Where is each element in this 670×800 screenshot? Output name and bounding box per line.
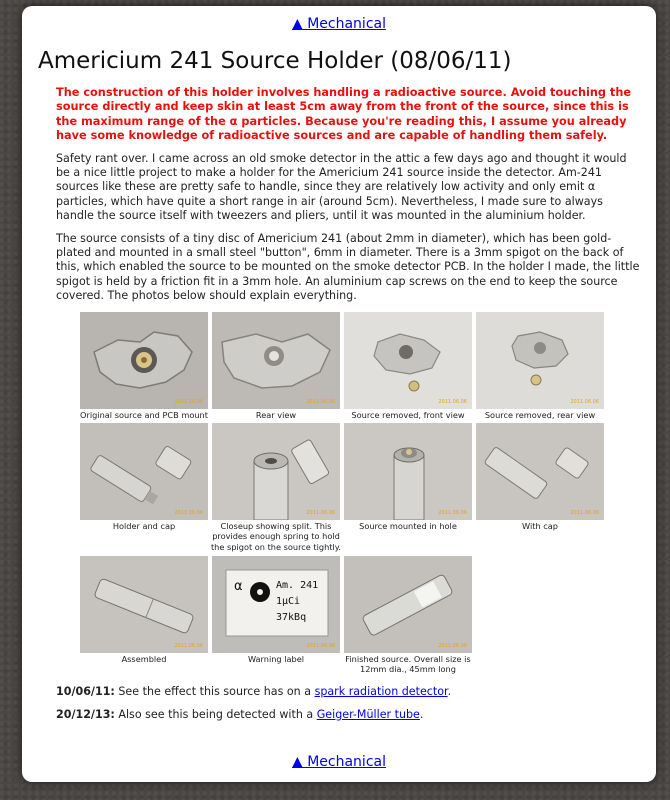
- photo-caption: Source mounted in hole: [359, 520, 457, 531]
- pcb-rear-image: [212, 312, 340, 409]
- mechanical-up-link-bottom[interactable]: ▲ Mechanical: [292, 754, 386, 770]
- photo-date: 2011.06.06: [570, 398, 599, 405]
- bottom-nav: [22, 754, 656, 770]
- photo-caption: Source removed, front view: [351, 409, 465, 420]
- photo-caption: Warning label: [247, 653, 305, 664]
- photo-original-source[interactable]: [80, 312, 208, 409]
- label-line-2: 1μCi: [276, 595, 301, 607]
- source-mounted-image: [344, 423, 472, 520]
- gallery-item: [78, 312, 210, 423]
- with-cap-image: [476, 423, 604, 520]
- gallery-item: [78, 556, 210, 679]
- gallery-item: [210, 556, 342, 679]
- label-line-1: Am. 241: [276, 579, 319, 591]
- description-paragraph: The source consists of a tiny disc of Americium 241 (about 2mm in diameter), which has been gold-plated and mounted in a small steel "button", 6mm in diameter. There is a 3mm spigot on the back of this, which enabled the source to be mounted on the smoke detector PCB. In the holder I made, the little spigot is held by a friction fit in a 3mm hole. An aluminium cap screws on the end to keep the source covered. The photos below should explain everything.: [56, 231, 640, 303]
- photo-date: 2011.06.06: [438, 398, 467, 405]
- gallery-item: [474, 312, 606, 423]
- photo-caption: Source removed, rear view: [484, 409, 596, 420]
- page-title: Americium 241 Source Holder (08/06/11): [38, 48, 512, 74]
- photo-caption: Assembled: [121, 653, 167, 664]
- geiger-tube-link[interactable]: Geiger-Müller tube: [316, 707, 420, 721]
- note-date: 10/06/11:: [56, 684, 115, 698]
- photo-date: 2011.06.06: [306, 398, 335, 405]
- note-punct: .: [447, 684, 452, 698]
- note-text: See the effect this source has on a: [118, 684, 315, 698]
- holder-and-cap-image: [80, 423, 208, 520]
- gallery-item: [342, 556, 474, 679]
- mechanical-up-link[interactable]: ▲ Mechanical: [292, 16, 386, 32]
- photo-date: 2011.06.06: [174, 509, 203, 516]
- note-punct: .: [419, 707, 424, 721]
- photo-caption: Original source and PCB mount: [80, 409, 208, 420]
- safety-warning: The construction of this holder involves handling a radioactive source. Avoid touching the source directly and keep skin at least 5cm away from the front of the source, since this is the maximum range of the α particles. Because you're reading this, I assume you already have some knowledge of radioactive sources and are capable of handling them safely.: [56, 86, 632, 143]
- spark-detector-link[interactable]: spark radiation detector: [314, 684, 448, 698]
- pcb-mount-image: [80, 312, 208, 409]
- photo-date: 2011.06.06: [570, 509, 599, 516]
- svg-text:α: α: [234, 578, 243, 594]
- gallery-item: [210, 312, 342, 423]
- photo-date: 2011.06.06: [306, 642, 335, 649]
- photo-caption: Closeup showing split. This provides enough spring to hold the spigot on the source tightly.: [210, 520, 342, 552]
- photo-source-mounted[interactable]: [344, 423, 472, 520]
- source-removed-front-image: [344, 312, 472, 409]
- photo-date: 2011.06.06: [174, 642, 203, 649]
- note-text: Also see this being detected with a: [118, 707, 317, 721]
- gallery-item: [210, 423, 342, 556]
- photo-caption: With cap: [522, 520, 558, 531]
- photo-gallery: [78, 312, 608, 679]
- gallery-item: [78, 423, 210, 556]
- top-nav: [38, 16, 640, 32]
- photo-closeup-split[interactable]: [212, 423, 340, 520]
- photo-assembled[interactable]: [80, 556, 208, 653]
- closeup-split-image: [212, 423, 340, 520]
- assembled-image: [80, 556, 208, 653]
- photo-date: 2011.06.06: [438, 642, 467, 649]
- source-removed-rear-image: [476, 312, 604, 409]
- photo-caption: Holder and cap: [112, 520, 176, 531]
- photo-caption: Rear view: [255, 409, 297, 420]
- finished-source-image: [344, 556, 472, 653]
- update-note: [56, 685, 640, 698]
- note-date: 20/12/13:: [56, 707, 115, 721]
- photo-holder-and-cap[interactable]: [80, 423, 208, 520]
- page-panel: [22, 6, 656, 782]
- intro-paragraph: Safety rant over. I came across an old smoke detector in the attic a few days ago and thought it would be a nice little project to make a holder for the Americium 241 source inside the detector. Am-241 sources like these are pretty safe to handle, since they are relatively low activity and only emit α particles, which have quite a short range in air (around 5cm). Nevertheless, I made sure to always handle the source itself with tweezers and pliers, until it was mounted in the aluminium holder.: [56, 151, 627, 223]
- warning-label-image: [212, 556, 340, 653]
- photo-date: 2011.06.06: [306, 509, 335, 516]
- label-line-3: 37kBq: [276, 611, 307, 623]
- gallery-item: [342, 423, 474, 556]
- photo-source-removed-rear[interactable]: [476, 312, 604, 409]
- photo-warning-label[interactable]: [212, 556, 340, 653]
- photo-with-cap[interactable]: [476, 423, 604, 520]
- photo-source-removed-front[interactable]: [344, 312, 472, 409]
- photo-finished-source[interactable]: [344, 556, 472, 653]
- photo-date: 2011.06.06: [438, 509, 467, 516]
- gallery-item: [474, 423, 606, 556]
- photo-rear-view[interactable]: [212, 312, 340, 409]
- gallery-item: [342, 312, 474, 423]
- photo-caption: Finished source. Overall size is 12mm dia., 45mm long: [345, 653, 471, 675]
- photo-date: 2011.06.06: [174, 398, 203, 405]
- update-note: [56, 708, 640, 721]
